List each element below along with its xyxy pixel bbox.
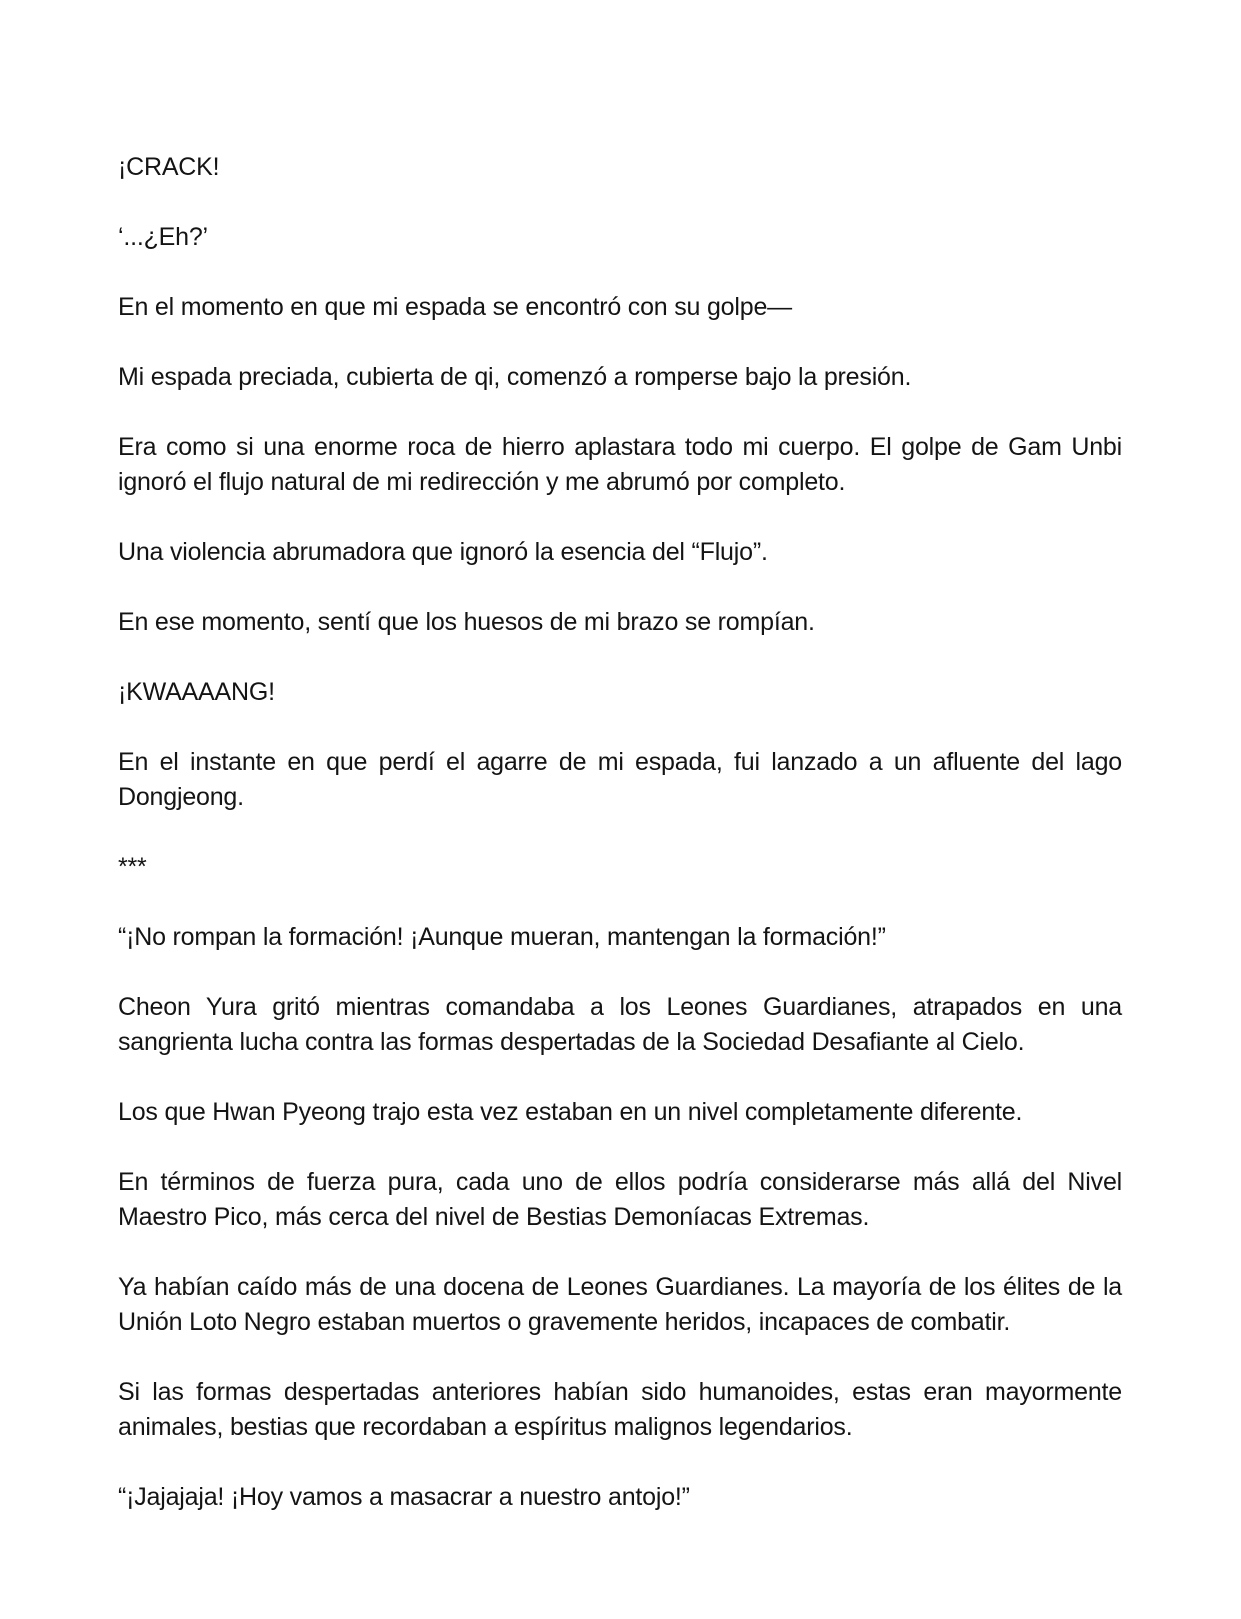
paragraph-sword-meets-strike: En el momento en que mi espada se encontró con su golpe— [118,293,792,321]
sound-effect-crack: ¡CRACK! [118,153,220,181]
paragraph-overwhelming-violence: Una violencia abrumadora que ignoró la esencia del “Flujo”. [118,538,768,566]
scene-break: *** [118,853,147,881]
paragraph-thrown-into-lake: En el instante en que perdí el agarre de mi espada, fui lanzado a un afluente del lago Dongjeong. [118,748,1122,811]
paragraph-arm-bones: En ese momento, sentí que los huesos de mi brazo se rompían. [118,608,815,636]
sound-effect-kwaaaang: ¡KWAAAANG! [118,678,275,706]
paragraph-fallen-lions: Ya habían caído más de una docena de Leones Guardianes. La mayoría de los élites de la Unión Loto Negro estaban muertos o gravemente heridos, incapaces de combatir. [118,1273,1122,1336]
paragraph-iron-rock: Era como si una enorme roca de hierro aplastara todo mi cuerpo. El golpe de Gam Unbi ignoró el flujo natural de mi redirección y me abrumó por completo. [118,433,1122,496]
inner-thought-eh: ‘...¿Eh?’ [118,223,208,251]
paragraph-pure-strength: En términos de fuerza pura, cada uno de ellos podría considerarse más allá del Nivel Maestro Pico, más cerca del nivel de Bestias Demoníacas Extremas. [118,1168,1122,1231]
document-page [118,150,1122,1515]
paragraph-awakened-forms: Si las formas despertadas anteriores habían sido humanoides, estas eran mayormente animales, bestias que recordaban a espíritus malignos legendarios. [118,1378,1122,1441]
dialogue-massacre: “¡Jajajaja! ¡Hoy vamos a masacrar a nuestro antojo!” [118,1483,690,1511]
paragraph-cheon-yura: Cheon Yura gritó mientras comandaba a los Leones Guardianes, atrapados en una sangrienta lucha contra las formas despertadas de la Sociedad Desafiante al Cielo. [118,993,1122,1056]
dialogue-formation: “¡No rompan la formación! ¡Aunque mueran, mantengan la formación!” [118,923,886,951]
paragraph-sword-breaking: Mi espada preciada, cubierta de qi, comenzó a romperse bajo la presión. [118,363,912,391]
paragraph-hwan-pyeong: Los que Hwan Pyeong trajo esta vez estaban en un nivel completamente diferente. [118,1098,1023,1126]
